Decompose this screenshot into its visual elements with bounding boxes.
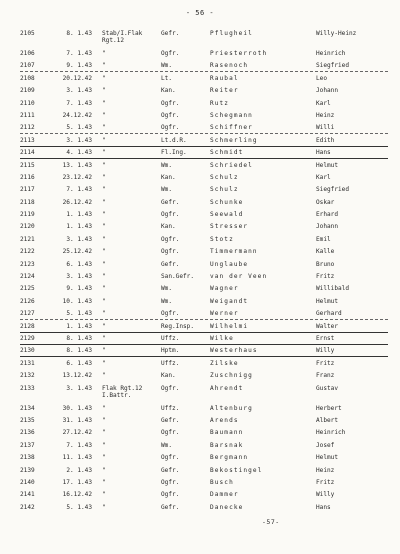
- entry-date: 2. 1.43: [66, 466, 92, 474]
- entry-unit: ": [102, 99, 106, 107]
- entry-number: 2128: [20, 322, 35, 330]
- entry-date: 8. 1.43: [66, 334, 92, 342]
- entry-surname: Werner: [210, 310, 239, 318]
- entry-date: 11. 1.43: [62, 454, 92, 462]
- entry-date: 13. 1.43: [62, 161, 92, 169]
- entry-surname: van der Veen: [210, 273, 268, 281]
- entry-rank: Kan.: [161, 223, 176, 231]
- entry-firstname: Erhard: [316, 211, 339, 219]
- table-row: [20, 28, 388, 48]
- entry-unit: ": [102, 62, 106, 70]
- table-row: [20, 184, 388, 196]
- entry-firstname: Franz: [316, 372, 335, 380]
- entry-number: 2112: [20, 124, 35, 132]
- entry-number: 2140: [20, 478, 35, 486]
- entry-rank: Gefr.: [161, 30, 180, 37]
- entry-firstname: Helmut: [316, 297, 339, 305]
- entry-firstname: Willy: [316, 347, 335, 355]
- entry-rank: Wm.: [161, 62, 173, 70]
- table-row: [20, 415, 388, 427]
- entry-surname: Schriedel: [210, 161, 253, 169]
- entry-firstname: Heinz: [316, 466, 335, 474]
- entry-surname: Reiter: [210, 87, 239, 95]
- entry-number: 2109: [20, 87, 35, 95]
- entry-number: 2141: [20, 491, 35, 499]
- entry-rank: Wm.: [161, 161, 173, 169]
- entry-date: 30. 1.43: [62, 404, 92, 412]
- entry-surname: Schulz: [210, 173, 239, 181]
- entry-firstname: Heinrich: [316, 429, 346, 437]
- entry-date: 10. 1.43: [62, 297, 92, 305]
- entry-date: 17. 1.43: [62, 478, 92, 486]
- entry-surname: Dammer: [210, 491, 239, 499]
- entry-date: 27.12.42: [62, 429, 92, 437]
- page-number-bottom: -57-: [262, 518, 280, 526]
- entry-firstname: Johann: [316, 87, 339, 95]
- entry-surname: Wagner: [210, 285, 239, 293]
- entry-firstname: Albert: [316, 416, 339, 424]
- entry-surname: Weigandt: [210, 297, 249, 305]
- entry-surname: Danecke: [210, 503, 244, 511]
- entry-number: 2137: [20, 441, 35, 449]
- entry-number: 2121: [20, 235, 35, 243]
- table-row: [20, 296, 388, 308]
- entry-date: 16.12.42: [62, 491, 92, 499]
- entry-rank: Kan.: [161, 372, 176, 380]
- entry-unit: ": [102, 198, 106, 206]
- entry-surname: Stotz: [210, 235, 234, 243]
- table-row: [20, 452, 388, 464]
- entry-firstname: Hans: [316, 503, 331, 511]
- entry-firstname: Karl: [316, 173, 331, 181]
- entry-number: 2123: [20, 260, 35, 268]
- entry-date: 8. 1.43: [66, 347, 92, 355]
- table-row: [20, 502, 388, 514]
- entry-unit: ": [102, 297, 106, 305]
- entry-surname: Seewald: [210, 211, 244, 219]
- entry-number: 2113: [20, 136, 35, 144]
- entry-rank: Reg.Insp.: [161, 322, 195, 330]
- entry-surname: Schulz: [210, 186, 239, 194]
- entry-rank: Ogfr.: [161, 429, 180, 437]
- entry-unit: ": [102, 285, 106, 293]
- entry-unit: ": [102, 111, 106, 119]
- entry-number: 2126: [20, 297, 35, 305]
- entry-unit: ": [102, 260, 106, 268]
- entry-firstname: Gerhard: [316, 310, 342, 318]
- entry-surname: Wilke: [210, 334, 234, 342]
- entry-date: 5. 1.43: [66, 503, 92, 511]
- entry-rank: Ogfr.: [161, 50, 180, 57]
- entry-unit: ": [102, 478, 106, 486]
- entry-rank: Lt.: [161, 74, 173, 82]
- entry-rank: Gefr.: [161, 466, 180, 474]
- entry-date: 8. 1.43: [66, 30, 92, 37]
- entry-firstname: Edith: [316, 136, 335, 144]
- entry-number: 2135: [20, 416, 35, 424]
- entry-firstname: Heinz: [316, 111, 335, 119]
- table-row: [20, 403, 388, 415]
- entry-date: 9. 1.43: [66, 62, 92, 70]
- entry-surname: Westerhaus: [210, 347, 258, 355]
- table-row: [20, 477, 388, 489]
- table-row: [20, 73, 388, 85]
- table-row: [20, 427, 388, 439]
- entry-date: 24.12.42: [62, 111, 92, 119]
- entry-surname: Altenburg: [210, 404, 253, 412]
- page-number-top: - 56 -: [185, 9, 215, 17]
- entry-unit: ": [102, 466, 106, 474]
- table-row: [20, 197, 388, 209]
- table-row: [20, 85, 388, 97]
- entry-firstname: Heinrich: [316, 50, 346, 57]
- entry-surname: Rasenoch: [210, 62, 249, 70]
- entry-date: 31. 1.43: [62, 416, 92, 424]
- entry-surname: Schmidt: [210, 149, 244, 157]
- entry-number: 2138: [20, 454, 35, 462]
- entry-date: 7. 1.43: [66, 99, 92, 107]
- entry-unit: ": [102, 173, 106, 181]
- entry-number: 2111: [20, 111, 35, 119]
- entry-firstname: Hans: [316, 149, 331, 157]
- entry-unit: ": [102, 161, 106, 169]
- entry-unit: ": [102, 248, 106, 256]
- separator-line: [20, 319, 388, 320]
- entry-firstname: Fritz: [316, 359, 335, 367]
- entry-date: 20.12.42: [62, 74, 92, 82]
- entry-rank: Wm.: [161, 186, 173, 194]
- casualty-list-table: [20, 28, 388, 514]
- entry-number: 2115: [20, 161, 35, 169]
- entry-date: 7. 1.43: [66, 186, 92, 194]
- entry-unit: ": [102, 404, 106, 412]
- entry-date: 9. 1.43: [66, 285, 92, 293]
- entry-number: 2124: [20, 273, 35, 281]
- entry-firstname: Willibald: [316, 285, 350, 293]
- entry-date: 26.12.42: [62, 198, 92, 206]
- entry-number: 2142: [20, 503, 35, 511]
- entry-unit: ": [102, 334, 106, 342]
- entry-rank: Uffz.: [161, 404, 180, 412]
- entry-surname: Baumann: [210, 429, 244, 437]
- entry-number: 2130: [20, 347, 35, 355]
- separator-line: [20, 133, 388, 134]
- entry-firstname: Willy: [316, 491, 335, 499]
- entry-unit: ": [102, 186, 106, 194]
- entry-unit: ": [102, 416, 106, 424]
- table-row: [20, 48, 388, 60]
- entry-unit: ": [102, 273, 106, 281]
- entry-unit: ": [102, 235, 106, 243]
- entry-date: 4. 1.43: [66, 149, 92, 157]
- entry-number: 2120: [20, 223, 35, 231]
- entry-unit: ": [102, 124, 106, 132]
- entry-unit: ": [102, 74, 106, 82]
- entry-unit: ": [102, 223, 106, 231]
- entry-unit: ": [102, 441, 106, 449]
- entry-rank: Kan.: [161, 87, 176, 95]
- entry-rank: Wm.: [161, 441, 173, 449]
- entry-number: 2118: [20, 198, 35, 206]
- entry-surname: Zuschnigg: [210, 372, 253, 380]
- entry-rank: Gefr.: [161, 198, 180, 206]
- entry-date: 1. 1.43: [66, 322, 92, 330]
- entry-date: 7. 1.43: [66, 50, 92, 57]
- entry-rank: Ogfr.: [161, 384, 180, 392]
- entry-surname: Arends: [210, 416, 239, 424]
- entry-firstname: Fritz: [316, 478, 335, 486]
- entry-rank: Uffz.: [161, 334, 180, 342]
- entry-surname: Raubal: [210, 74, 239, 82]
- entry-rank: Ogfr.: [161, 124, 180, 132]
- separator-line: [20, 332, 388, 333]
- entry-firstname: Karl: [316, 99, 331, 107]
- entry-surname: Rutz: [210, 99, 230, 107]
- table-row: [20, 98, 388, 110]
- entry-firstname: Walter: [316, 322, 339, 330]
- table-row: [20, 271, 388, 283]
- entry-surname: Zilske: [210, 359, 239, 367]
- entry-date: 3. 1.43: [66, 235, 92, 243]
- entry-number: 2105: [20, 30, 35, 37]
- entry-rank: Wm.: [161, 285, 173, 293]
- entry-date: 3. 1.43: [66, 87, 92, 95]
- entry-rank: Kan.: [161, 173, 176, 181]
- entry-surname: Wilhelmi: [210, 322, 249, 330]
- table-row: [20, 209, 388, 221]
- separator-line: [20, 356, 388, 357]
- entry-date: 1. 1.43: [66, 211, 92, 219]
- entry-rank: Gefr.: [161, 260, 180, 268]
- entry-number: 2125: [20, 285, 35, 293]
- entry-unit: Stab/I.Flak Rgt.12: [102, 30, 143, 44]
- entry-number: 2119: [20, 211, 35, 219]
- table-row: [20, 440, 388, 452]
- entry-date: 7. 1.43: [66, 441, 92, 449]
- entry-date: 3. 1.43: [66, 273, 92, 281]
- table-row: [20, 221, 388, 233]
- entry-firstname: Emil: [316, 235, 331, 243]
- entry-surname: Pflugheil: [210, 30, 253, 37]
- table-row: [20, 160, 388, 172]
- entry-number: 2132: [20, 372, 35, 380]
- table-row: [20, 234, 388, 246]
- entry-unit: ": [102, 322, 106, 330]
- entry-number: 2108: [20, 74, 35, 82]
- entry-firstname: Bruno: [316, 260, 335, 268]
- entry-rank: San.Gefr.: [161, 273, 195, 281]
- table-row: [20, 259, 388, 271]
- entry-surname: Schiffner: [210, 124, 253, 132]
- entry-firstname: Ernst: [316, 334, 335, 342]
- entry-surname: Stresser: [210, 223, 249, 231]
- table-row: [20, 110, 388, 122]
- separator-line: [20, 344, 388, 345]
- table-row: [20, 489, 388, 501]
- table-row: [20, 358, 388, 370]
- entry-rank: Ogfr.: [161, 248, 180, 256]
- entry-number: 2117: [20, 186, 35, 194]
- entry-firstname: Josef: [316, 441, 335, 449]
- entry-firstname: Gustav: [316, 384, 339, 392]
- entry-number: 2136: [20, 429, 35, 437]
- entry-firstname: Fritz: [316, 273, 335, 281]
- entry-firstname: Oskar: [316, 198, 335, 206]
- entry-rank: Hptm.: [161, 347, 180, 355]
- entry-firstname: Helmut: [316, 454, 339, 462]
- entry-surname: Bergmann: [210, 454, 249, 462]
- entry-number: 2122: [20, 248, 35, 256]
- entry-surname: Ahrendt: [210, 384, 244, 392]
- entry-rank: Fl.Ing.: [161, 149, 187, 157]
- entry-firstname: Willy-Heinz: [316, 30, 357, 37]
- entry-unit: ": [102, 50, 106, 57]
- entry-surname: Schegmann: [210, 111, 253, 119]
- entry-date: 5. 1.43: [66, 124, 92, 132]
- entry-date: 3. 1.43: [66, 384, 92, 392]
- table-row: [20, 383, 388, 403]
- entry-number: 2106: [20, 50, 35, 57]
- entry-number: 2133: [20, 384, 35, 392]
- entry-firstname: Siegfried: [316, 186, 350, 194]
- entry-number: 2114: [20, 149, 35, 157]
- entry-number: 2131: [20, 359, 35, 367]
- entry-number: 2116: [20, 173, 35, 181]
- entry-rank: Wm.: [161, 297, 173, 305]
- entry-surname: Unglaube: [210, 260, 249, 268]
- entry-date: 23.12.42: [62, 173, 92, 181]
- table-row: [20, 172, 388, 184]
- entry-rank: Lt.d.R.: [161, 136, 187, 144]
- entry-date: 5. 1.43: [66, 310, 92, 318]
- separator-line: [20, 71, 388, 72]
- entry-number: 2129: [20, 334, 35, 342]
- entry-date: 6. 1.43: [66, 260, 92, 268]
- table-row: [20, 370, 388, 382]
- entry-firstname: Herbert: [316, 404, 342, 412]
- entry-date: 3. 1.43: [66, 136, 92, 144]
- entry-number: 2139: [20, 466, 35, 474]
- entry-number: 2134: [20, 404, 35, 412]
- entry-rank: Gefr.: [161, 503, 180, 511]
- entry-rank: Ogfr.: [161, 235, 180, 243]
- entry-surname: Timmermann: [210, 248, 258, 256]
- entry-surname: Priesterroth: [210, 50, 268, 57]
- entry-unit: ": [102, 347, 106, 355]
- entry-unit: ": [102, 454, 106, 462]
- entry-firstname: Siegfried: [316, 62, 350, 70]
- entry-number: 2110: [20, 99, 35, 107]
- table-row: [20, 246, 388, 258]
- entry-firstname: Kalle: [316, 248, 335, 256]
- table-row: [20, 465, 388, 477]
- entry-unit: ": [102, 491, 106, 499]
- entry-unit: ": [102, 149, 106, 157]
- entry-unit: ": [102, 87, 106, 95]
- entry-number: 2107: [20, 62, 35, 70]
- entry-firstname: Willi: [316, 124, 335, 132]
- entry-rank: Uffz.: [161, 359, 180, 367]
- entry-firstname: Leo: [316, 74, 328, 82]
- separator-line: [20, 146, 388, 147]
- entry-surname: Schmerling: [210, 136, 258, 144]
- entry-unit: ": [102, 310, 106, 318]
- entry-rank: Ogfr.: [161, 211, 180, 219]
- entry-rank: Gefr.: [161, 416, 180, 424]
- entry-surname: Bekostingel: [210, 466, 263, 474]
- entry-unit: ": [102, 359, 106, 367]
- entry-rank: Ogfr.: [161, 478, 180, 486]
- entry-unit: ": [102, 372, 106, 380]
- entry-date: 25.12.42: [62, 248, 92, 256]
- entry-surname: Schunke: [210, 198, 244, 206]
- entry-firstname: Helmut: [316, 161, 339, 169]
- table-row: [20, 283, 388, 295]
- entry-rank: Ogfr.: [161, 310, 180, 318]
- entry-unit: ": [102, 211, 106, 219]
- entry-unit: Flak Rgt.12 I.Battr.: [102, 384, 143, 399]
- entry-rank: Ogfr.: [161, 491, 180, 499]
- entry-rank: Ogfr.: [161, 99, 180, 107]
- entry-unit: ": [102, 136, 106, 144]
- entry-date: 13.12.42: [62, 372, 92, 380]
- entry-firstname: Johann: [316, 223, 339, 231]
- entry-date: 6. 1.43: [66, 359, 92, 367]
- entry-rank: Ogfr.: [161, 454, 180, 462]
- entry-date: 1. 1.43: [66, 223, 92, 231]
- separator-line: [20, 158, 388, 159]
- entry-unit: ": [102, 429, 106, 437]
- entry-rank: Ogfr.: [161, 111, 180, 119]
- entry-number: 2127: [20, 310, 35, 318]
- entry-unit: ": [102, 503, 106, 511]
- entry-surname: Barsnak: [210, 441, 244, 449]
- entry-surname: Busch: [210, 478, 234, 486]
